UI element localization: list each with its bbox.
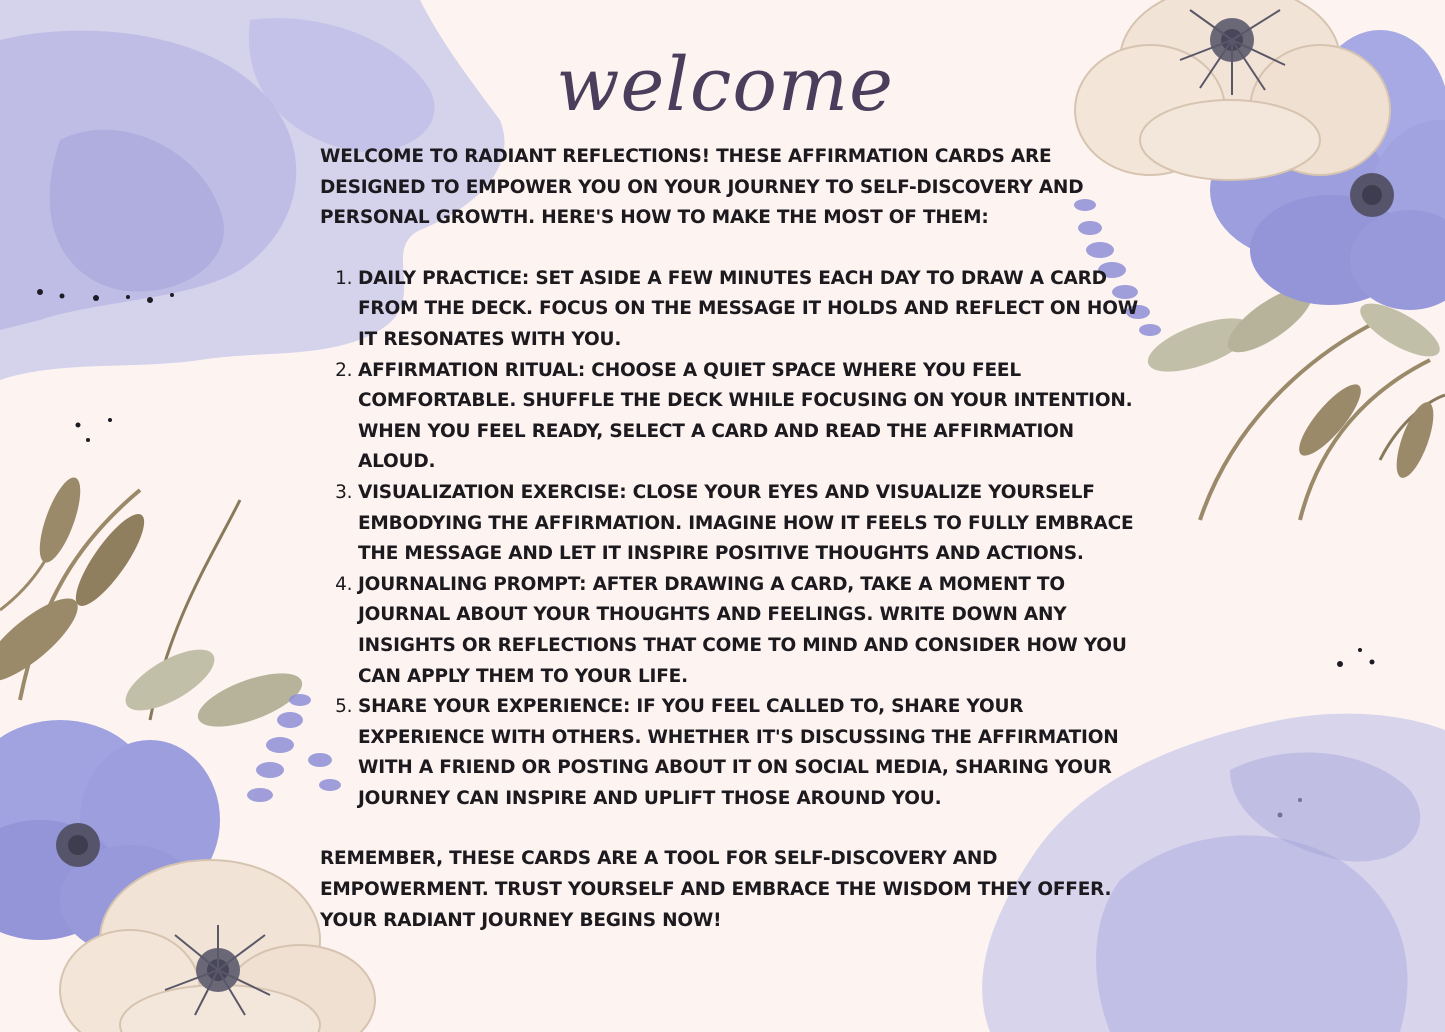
floral-cluster-bottom-left bbox=[0, 473, 375, 1032]
instructions-body bbox=[320, 142, 1140, 936]
list-item: 4. JOURNALING PROMPT: AFTER DRAWING A CARD, TAKE A MOMENT TO JOURNAL ABOUT YOUR THOUGHTS AND FEELINGS. WRITE DOWN ANY INSIGHTS OR REFLECTIONS THAT COME TO MIND AND CONSIDER HOW YOU CAN APPLY THEM TO YOUR LIFE. bbox=[358, 570, 1140, 692]
page-title: welcome bbox=[556, 42, 894, 128]
steps-list bbox=[320, 264, 1140, 815]
list-item: 2. AFFIRMATION RITUAL: CHOOSE A QUIET SPACE WHERE YOU FEEL COMFORTABLE. SHUFFLE THE DECK WHILE FOCUSING ON YOUR INTENTION. WHEN YOU FEEL READY, SELECT A CARD AND READ THE AFFIRMATION ALOUD. bbox=[358, 356, 1140, 478]
list-item: 3. VISUALIZATION EXERCISE: CLOSE YOUR EYES AND VISUALIZE YOURSELF EMBODYING THE AFFIRMATION. IMAGINE HOW IT FEELS TO FULLY EMBRACE THE MESSAGE AND LET IT INSPIRE POSITIVE THOUGHTS AND ACTIONS. bbox=[358, 478, 1140, 570]
intro-paragraph: WELCOME TO RADIANT REFLECTIONS! THESE AFFIRMATION CARDS ARE DESIGNED TO EMPOWER YOU ON YOUR JOURNEY TO SELF-DISCOVERY AND PERSONAL GROWTH. HERE'S HOW TO MAKE THE MOST OF THEM: bbox=[320, 146, 1084, 229]
list-item: 5. SHARE YOUR EXPERIENCE: IF YOU FEEL CALLED TO, SHARE YOUR EXPERIENCE WITH OTHERS. WHETHER IT'S DISCUSSING THE AFFIRMATION WITH A FRIEND OR POSTING ABOUT IT ON SOCIAL MEDIA, SHARING YOUR JOURNEY CAN INSPIRE AND UPLIFT THOSE AROUND YOU. bbox=[358, 692, 1140, 814]
closing-paragraph: REMEMBER, THESE CARDS ARE A TOOL FOR SELF-DISCOVERY AND EMPOWERMENT. TRUST YOURSELF AND EMBRACE THE WISDOM THEY OFFER. YOUR RADIANT JOURNEY BEGINS NOW! bbox=[320, 848, 1112, 931]
list-item: 1. DAILY PRACTICE: SET ASIDE A FEW MINUTES EACH DAY TO DRAW A CARD FROM THE DECK. FOCUS ON THE MESSAGE IT HOLDS AND REFLECT ON HOW IT RESONATES WITH YOU. bbox=[358, 264, 1140, 356]
